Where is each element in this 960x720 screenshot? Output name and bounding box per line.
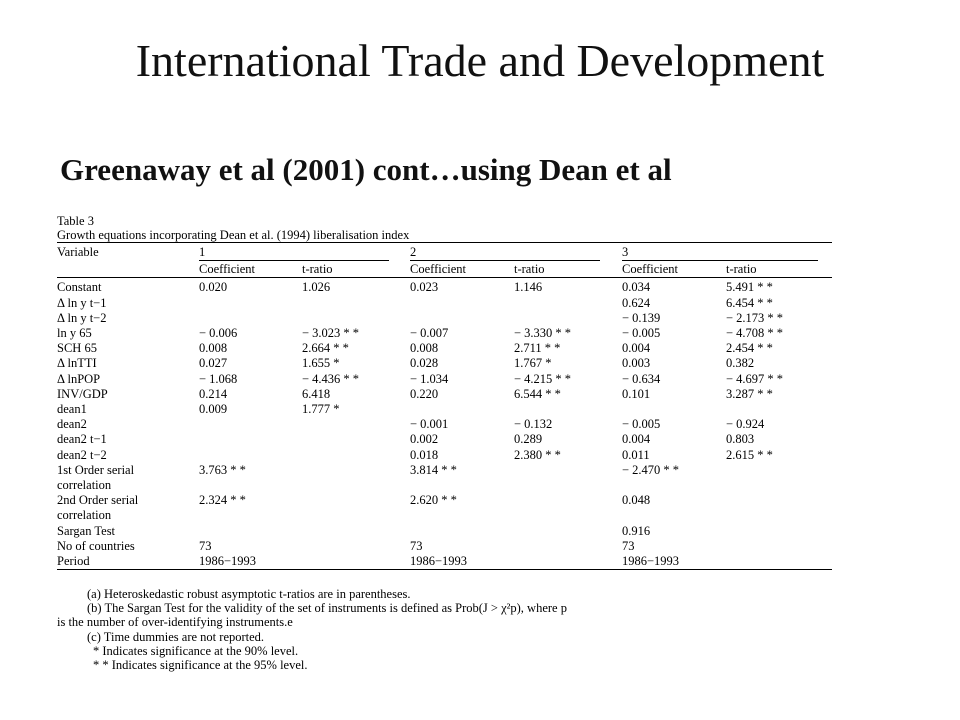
row-variable: Δ lnPOP bbox=[57, 371, 101, 386]
row-cell bbox=[410, 508, 514, 523]
row-cell bbox=[199, 448, 302, 463]
row-cell bbox=[726, 508, 832, 523]
row-cell bbox=[726, 463, 832, 478]
header-t-ratio: t-ratio bbox=[726, 262, 757, 277]
row-cell bbox=[514, 524, 622, 539]
row-cell: − 0.005 bbox=[622, 417, 661, 432]
row-cell: − 4.708 * * bbox=[726, 326, 784, 341]
row-cell bbox=[199, 296, 302, 311]
row-cell bbox=[726, 539, 832, 554]
row-cell bbox=[302, 417, 410, 432]
header-t-ratio: t-ratio bbox=[302, 262, 333, 277]
row-cell: 3.287 * * bbox=[726, 386, 773, 401]
table-row bbox=[57, 493, 835, 508]
row-cell bbox=[514, 478, 622, 493]
row-cell bbox=[302, 463, 410, 478]
row-cell bbox=[302, 311, 410, 326]
row-variable: Constant bbox=[57, 280, 102, 295]
row-cell: 1986−1993 bbox=[410, 554, 468, 569]
row-cell: 5.491 * * bbox=[726, 280, 773, 295]
row-cell: 1.146 bbox=[514, 280, 543, 295]
row-cell: 0.289 bbox=[514, 432, 543, 447]
row-cell: 1986−1993 bbox=[199, 554, 257, 569]
row-cell: 0.008 bbox=[199, 341, 228, 356]
row-cell bbox=[514, 463, 622, 478]
row-cell bbox=[302, 448, 410, 463]
row-cell: 0.004 bbox=[622, 341, 651, 356]
row-cell: 2.324 * * bbox=[199, 493, 246, 508]
row-cell: 73 bbox=[410, 538, 423, 553]
table-row bbox=[57, 478, 835, 493]
row-cell: 0.023 bbox=[410, 280, 439, 295]
row-variable: dean1 bbox=[57, 402, 87, 417]
header-t-ratio: t-ratio bbox=[514, 262, 545, 277]
table-row bbox=[57, 432, 835, 447]
note-c: (c) Time dummies are not reported. bbox=[87, 629, 265, 644]
row-cell bbox=[514, 539, 622, 554]
table-body bbox=[57, 280, 835, 569]
row-cell bbox=[514, 296, 622, 311]
row-cell bbox=[514, 402, 622, 417]
row-variable: dean2 t−1 bbox=[57, 432, 107, 447]
row-cell: − 0.001 bbox=[410, 417, 449, 432]
row-cell bbox=[199, 508, 302, 523]
row-cell: − 4.436 * * bbox=[302, 371, 360, 386]
table-row bbox=[57, 463, 835, 478]
header-model-2: 2 bbox=[410, 245, 417, 259]
row-cell bbox=[199, 311, 302, 326]
note-95: * * Indicates significance at the 95% level. bbox=[93, 658, 308, 673]
header-coefficient: Coefficient bbox=[622, 262, 678, 277]
slide-title: International Trade and Development bbox=[135, 35, 825, 86]
row-cell bbox=[199, 524, 302, 539]
row-cell: 73 bbox=[199, 538, 212, 553]
row-cell: 0.020 bbox=[199, 280, 228, 295]
row-cell bbox=[410, 402, 514, 417]
row-cell bbox=[302, 432, 410, 447]
row-cell: 6.544 * * bbox=[514, 386, 561, 401]
row-cell bbox=[410, 296, 514, 311]
row-cell: 0.382 bbox=[726, 356, 755, 371]
row-cell: − 2.470 * * bbox=[622, 462, 680, 477]
row-cell: 0.101 bbox=[622, 386, 651, 401]
table-notes bbox=[57, 587, 837, 672]
header-model-3: 3 bbox=[622, 245, 629, 259]
row-cell: 0.004 bbox=[622, 432, 651, 447]
row-variable: Period bbox=[57, 554, 90, 569]
row-variable: ln y 65 bbox=[57, 326, 92, 341]
row-cell bbox=[726, 554, 832, 569]
table-label: Table 3 bbox=[57, 214, 94, 228]
table-row bbox=[57, 508, 835, 523]
table-header-sub bbox=[57, 260, 835, 277]
row-cell bbox=[622, 478, 726, 493]
table-row bbox=[57, 539, 835, 554]
header-model-1: 1 bbox=[199, 245, 206, 259]
row-cell: 2.615 * * bbox=[726, 447, 773, 462]
row-variable: Δ ln y t−2 bbox=[57, 310, 107, 325]
row-cell bbox=[514, 493, 622, 508]
row-cell bbox=[199, 417, 302, 432]
row-cell: 2.664 * * bbox=[302, 341, 349, 356]
table-row bbox=[57, 402, 835, 417]
row-cell: 0.027 bbox=[199, 356, 228, 371]
table-top-rule bbox=[57, 242, 832, 243]
row-variable: correlation bbox=[57, 508, 112, 523]
row-variable: Sargan Test bbox=[57, 523, 116, 538]
row-variable: Δ ln y t−1 bbox=[57, 295, 107, 310]
regression-table bbox=[57, 214, 835, 570]
row-cell: 0.220 bbox=[410, 386, 439, 401]
row-variable: Δ lnTTI bbox=[57, 356, 97, 371]
row-cell: 0.028 bbox=[410, 356, 439, 371]
row-cell: 3.763 * * bbox=[199, 462, 246, 477]
row-cell: 0.624 bbox=[622, 295, 651, 310]
row-cell: − 4.697 * * bbox=[726, 371, 784, 386]
row-cell bbox=[514, 554, 622, 569]
row-cell bbox=[726, 524, 832, 539]
row-variable: correlation bbox=[57, 478, 112, 493]
header-coefficient: Coefficient bbox=[199, 262, 255, 277]
note-90: * Indicates significance at the 90% level. bbox=[93, 643, 299, 658]
row-variable: 1st Order serial bbox=[57, 462, 135, 477]
row-cell: 0.034 bbox=[622, 280, 651, 295]
row-cell bbox=[302, 493, 410, 508]
table-row bbox=[57, 372, 835, 387]
row-cell: 1986−1993 bbox=[622, 554, 680, 569]
table-row bbox=[57, 554, 835, 569]
row-cell bbox=[302, 554, 410, 569]
row-variable: 2nd Order serial bbox=[57, 493, 139, 508]
header-variable: Variable bbox=[57, 245, 99, 259]
row-cell bbox=[302, 524, 410, 539]
row-cell: 0.803 bbox=[726, 432, 755, 447]
row-cell bbox=[514, 311, 622, 326]
row-cell: − 0.139 bbox=[622, 310, 661, 325]
row-cell bbox=[302, 539, 410, 554]
table-row bbox=[57, 417, 835, 432]
note-b-cont: is the number of over-identifying instruments.e bbox=[57, 615, 293, 630]
note-b: (b) The Sargan Test for the validity of the set of instruments is defined as Prob(J > χ²p), where p bbox=[87, 601, 567, 616]
table-header-rule bbox=[57, 277, 832, 278]
row-cell: − 4.215 * * bbox=[514, 371, 572, 386]
table-row bbox=[57, 341, 835, 356]
table-caption: Growth equations incorporating Dean et al. (1994) liberalisation index bbox=[57, 228, 410, 242]
slide-subtitle: Greenaway et al (2001) cont…using Dean et al bbox=[60, 152, 672, 187]
row-cell: − 0.006 bbox=[199, 326, 238, 341]
row-cell: 2.380 * * bbox=[514, 447, 561, 462]
row-cell bbox=[302, 296, 410, 311]
row-cell: 0.916 bbox=[622, 523, 651, 538]
row-cell: 2.620 * * bbox=[410, 493, 457, 508]
row-cell: 0.011 bbox=[622, 447, 650, 462]
row-cell: 1.777 * bbox=[302, 402, 340, 417]
row-cell: 0.018 bbox=[410, 447, 439, 462]
row-cell: − 0.634 bbox=[622, 371, 661, 386]
table-row bbox=[57, 326, 835, 341]
row-cell bbox=[302, 478, 410, 493]
row-cell bbox=[410, 524, 514, 539]
row-cell: 73 bbox=[622, 538, 635, 553]
row-variable: dean2 bbox=[57, 417, 87, 432]
row-variable: INV/GDP bbox=[57, 386, 108, 401]
row-cell: − 0.924 bbox=[726, 417, 765, 432]
row-cell: − 0.132 bbox=[514, 417, 553, 432]
row-cell: 0.048 bbox=[622, 493, 651, 508]
row-cell bbox=[410, 311, 514, 326]
row-cell bbox=[199, 478, 302, 493]
row-cell bbox=[726, 478, 832, 493]
row-cell: − 3.330 * * bbox=[514, 326, 572, 341]
row-cell: − 0.007 bbox=[410, 326, 449, 341]
row-cell: 0.002 bbox=[410, 432, 439, 447]
row-cell: − 2.173 * * bbox=[726, 310, 784, 325]
row-cell: 1.655 * bbox=[302, 356, 340, 371]
row-cell: 6.454 * * bbox=[726, 295, 773, 310]
row-cell: − 1.034 bbox=[410, 371, 449, 386]
row-variable: dean2 t−2 bbox=[57, 447, 107, 462]
row-cell: 0.214 bbox=[199, 386, 228, 401]
note-a: (a) Heteroskedastic robust asymptotic t-ratios are in parentheses. bbox=[87, 587, 411, 601]
table-row bbox=[57, 524, 835, 539]
row-cell: 2.454 * * bbox=[726, 341, 773, 356]
row-cell: 1.767 * bbox=[514, 356, 552, 371]
row-cell: − 3.023 * * bbox=[302, 326, 360, 341]
table-row bbox=[57, 280, 835, 295]
row-cell: 6.418 bbox=[302, 386, 331, 401]
row-cell: − 1.068 bbox=[199, 371, 238, 386]
row-cell: − 0.005 bbox=[622, 326, 661, 341]
row-cell bbox=[410, 478, 514, 493]
row-cell: 1.026 bbox=[302, 280, 331, 295]
row-variable: No of countries bbox=[57, 538, 135, 553]
row-cell: 0.008 bbox=[410, 341, 439, 356]
row-cell bbox=[622, 508, 726, 523]
table-row bbox=[57, 311, 835, 326]
table-row bbox=[57, 448, 835, 463]
row-cell: 0.009 bbox=[199, 402, 228, 417]
row-cell bbox=[622, 402, 726, 417]
row-cell bbox=[514, 508, 622, 523]
row-cell: 0.003 bbox=[622, 356, 651, 371]
row-cell bbox=[726, 402, 832, 417]
row-cell: 2.711 * * bbox=[514, 341, 561, 356]
table-row bbox=[57, 356, 835, 371]
row-variable: SCH 65 bbox=[57, 341, 97, 356]
table-bottom-rule bbox=[57, 569, 832, 570]
header-coefficient: Coefficient bbox=[410, 262, 466, 277]
table-row bbox=[57, 296, 835, 311]
table-header-models bbox=[57, 245, 835, 260]
table-row bbox=[57, 387, 835, 402]
row-cell bbox=[726, 493, 832, 508]
row-cell bbox=[199, 432, 302, 447]
row-cell: 3.814 * * bbox=[410, 462, 457, 477]
row-cell bbox=[302, 508, 410, 523]
